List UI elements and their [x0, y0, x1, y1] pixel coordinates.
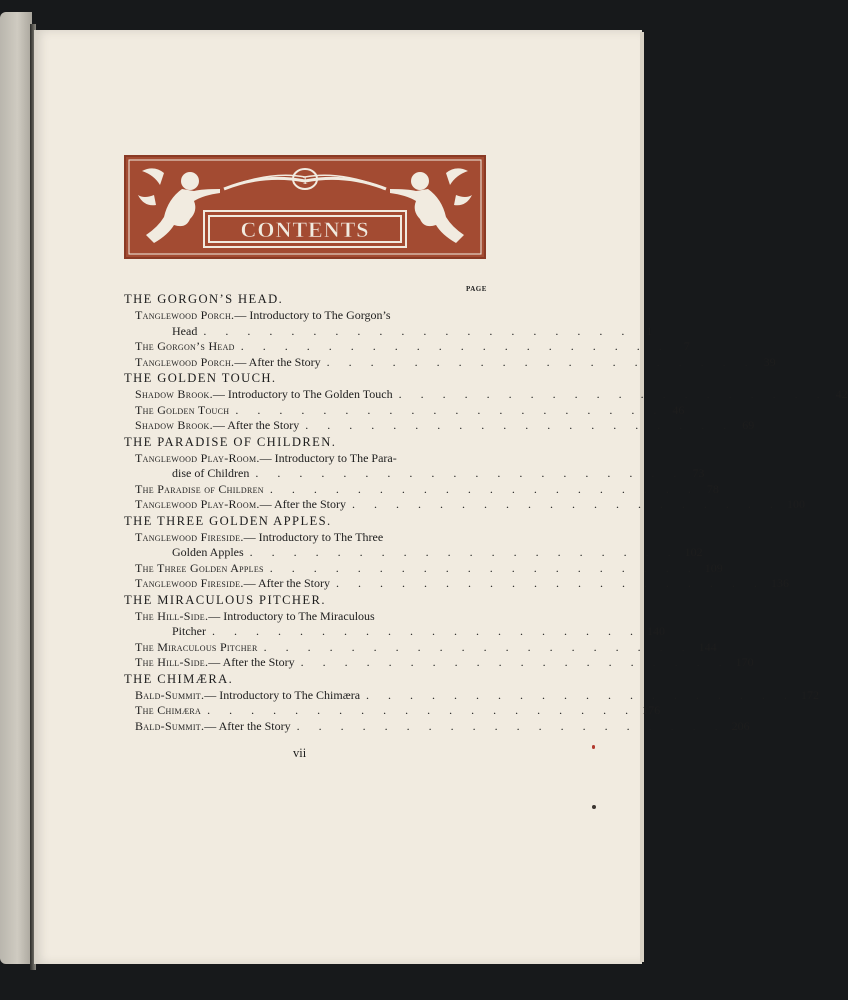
entry-name: The Hill-Side. [135, 655, 209, 669]
leader-dots: . . . . . . . . . . . . . . . . . . . . [305, 418, 735, 432]
page-ref: 46 [672, 402, 685, 417]
leader-dots: . . . . . . . . . . . . . . . . . . . . [207, 703, 637, 717]
entry-name: The Miraculous Pitcher [135, 639, 258, 654]
entry-text: — Introductory to The Para- [259, 450, 397, 465]
leader-dots: . . . . . . . . . . . . . . . . . . . . [269, 560, 699, 575]
page-ref: 144 [698, 639, 717, 654]
leader-dots: . . . . . . . . . . . . . . . . . . . . [326, 354, 756, 369]
page-ref: 140 [647, 624, 665, 638]
page-ref: 172 [801, 687, 820, 702]
entry-name: The Golden Touch [135, 402, 230, 417]
page-number: vii [293, 746, 307, 760]
leader-dots: . . . . . . . . . . . . . . . . . . . . [296, 718, 726, 733]
entry-name: Tanglewood Porch. [135, 308, 235, 322]
facing-page-edge [0, 12, 32, 964]
entry-text: dise of Children [172, 466, 250, 480]
entry-name: The Paradise of Children [135, 481, 264, 496]
section-title: THE MIRACULOUS PITCHER. [124, 592, 326, 607]
page-ref: 176 [642, 703, 661, 717]
entry-text: Golden Apples [172, 545, 244, 559]
page-ref: 109 [704, 560, 723, 575]
page-ref: 1 [646, 323, 653, 338]
page-ref: 170 [735, 655, 754, 669]
entry-text: Head [172, 323, 198, 338]
section-title: THE THREE GOLDEN APPLES. [124, 513, 332, 528]
leader-dots: . . . . . . . . . . . . . . . . . . . . [240, 339, 670, 353]
page-ref: 136 [770, 576, 789, 590]
entry-text: — Introductory to The Gorgon’s [234, 308, 391, 322]
page-ref: 39 [763, 354, 776, 369]
leader-dots: . . . . . . . . . . . . . . . . . . . . [366, 687, 796, 702]
leader-dots: . . . . . . . . . . . . . . . . . . . . [203, 323, 633, 338]
page-ref: 69 [742, 418, 755, 432]
red-speck [592, 745, 595, 749]
entry-name: The Hill-Side. [135, 608, 209, 623]
dark-speck [592, 805, 596, 809]
svg-text:1: 1 [302, 173, 308, 187]
page-edge [640, 32, 644, 962]
leader-dots: . . . . . . . . . . . . . . . . . . . . [352, 497, 781, 511]
section-title: THE CHIMÆRA. [124, 671, 234, 686]
entry-text: — Introductory to The Miraculous [208, 608, 375, 623]
entry-name: Tanglewood Fireside. [135, 576, 244, 590]
entry-text: — After the Story [243, 576, 330, 590]
entry-name: Tanglewood Porch. [135, 354, 235, 369]
entry-text: — After the Story [212, 418, 300, 432]
leader-dots: . . . . . . . . . . . . . . . . . . . . [249, 545, 679, 559]
entry-name: Tanglewood Fireside. [135, 529, 244, 544]
page-ref: 206 [731, 718, 750, 733]
section-title: THE GOLDEN TOUCH. [124, 371, 277, 385]
entry-name: Bald-Summit. [135, 718, 205, 733]
entry-text: — After the Story [234, 354, 321, 369]
entry-name: The Three Golden Apples [135, 560, 264, 575]
page-ref: 78 [706, 481, 719, 496]
entry-name: The Gorgon’s Head [135, 339, 235, 353]
entry-text: Pitcher [172, 624, 206, 638]
entry-name: Shadow Brook. [135, 387, 213, 401]
entry-name: The Chimæra [135, 703, 202, 717]
leader-dots: . . . . . . . . . . . . . . . . . . . . [398, 387, 828, 401]
entry-name: Tanglewood Play-Room. [135, 497, 260, 511]
leader-dots: . . . . . . . . . . . . . . . . . . . . [235, 402, 665, 417]
entry-name: Tanglewood Play-Room. [135, 450, 260, 465]
entry-name: Shadow Brook. [135, 418, 213, 432]
page-ref: 42 [835, 387, 848, 401]
banner-title: CONTENTS [240, 217, 370, 242]
leader-dots: . . . . . . . . . . . . . . . . . . . . [212, 624, 641, 638]
leader-dots: . . . . . . . . . . . . . . . . . . . . [263, 639, 693, 654]
page-column-label: PAGE [466, 285, 487, 293]
entry-text: — Introductory to The Golden Touch [212, 387, 393, 401]
leader-dots: . . . . . . . . . . . . . . . . . . . . [335, 576, 765, 590]
page-ref: 73 [692, 466, 705, 480]
leader-dots: . . . . . . . . . . . . . . . . . . . . [269, 481, 699, 496]
leader-dots: . . . . . . . . . . . . . . . . . . . . [300, 655, 730, 669]
leader-dots: . . . . . . . . . . . . . . . . . . . . [255, 466, 685, 480]
entry-text: — After the Story [204, 718, 291, 733]
section-title: THE GORGON’S HEAD. [124, 292, 284, 306]
page-ref: 7 [683, 339, 690, 353]
entry-text: — After the Story [259, 497, 346, 511]
section-title: THE PARADISE OF CHILDREN. [124, 434, 337, 449]
contents-banner [124, 155, 486, 259]
page-ref: 100 [787, 497, 805, 511]
entry-text: — Introductory to The Three [243, 529, 384, 544]
entry-text: — After the Story [208, 655, 295, 669]
entry-text: — Introductory to The Chimæra [204, 687, 361, 702]
entry-name: Bald-Summit. [135, 687, 205, 702]
page-ref: 102 [684, 545, 703, 559]
